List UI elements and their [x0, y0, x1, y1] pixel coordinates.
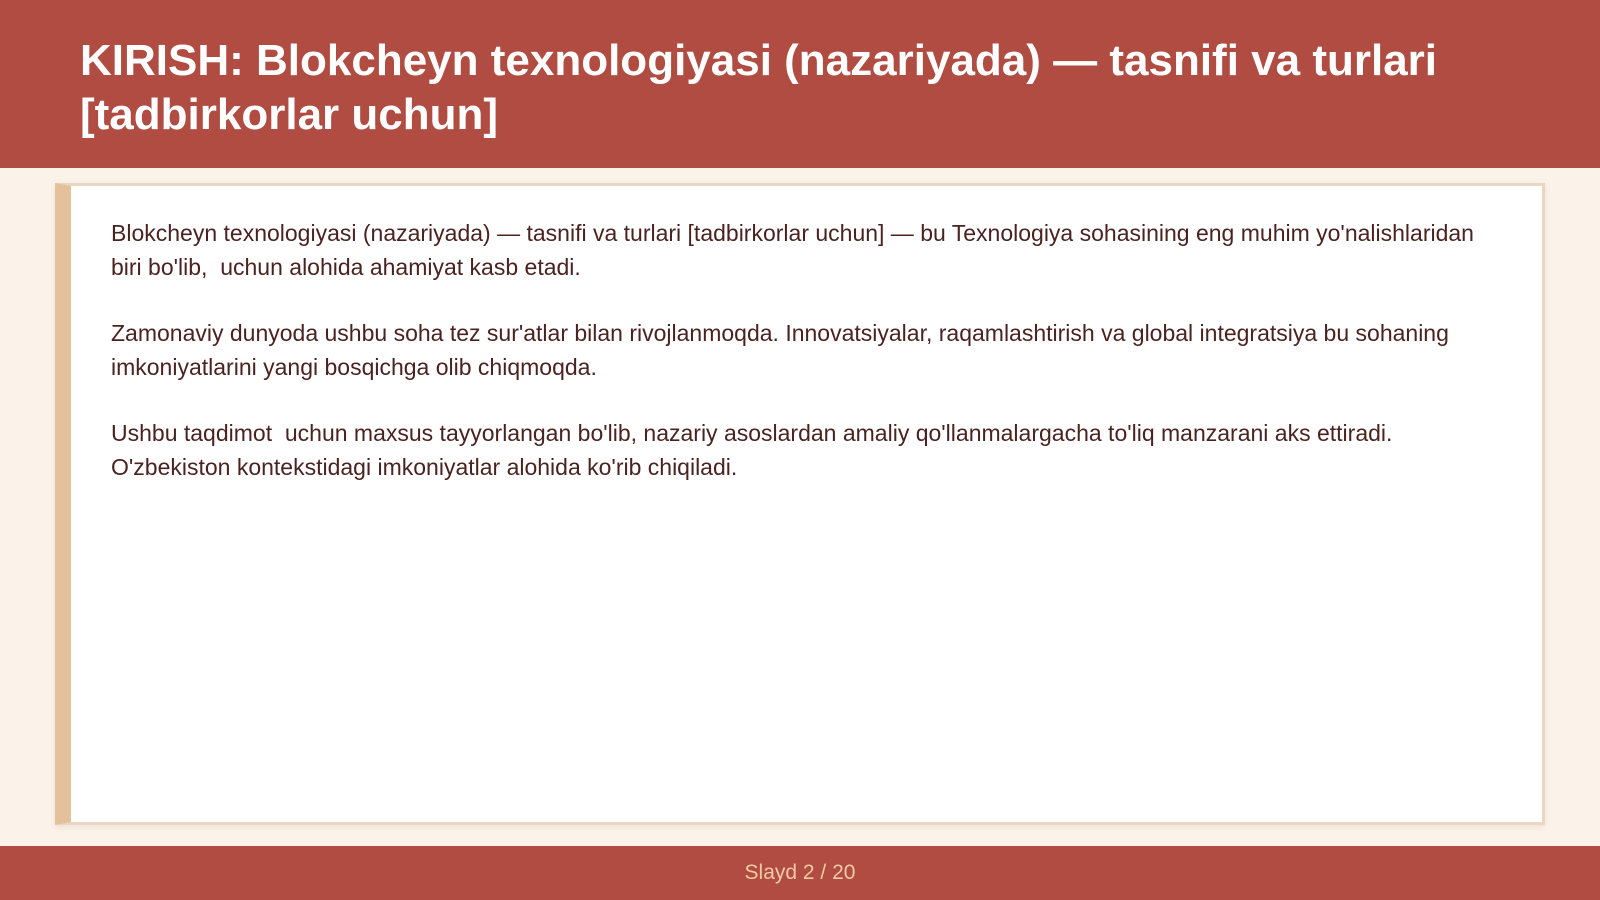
paragraph-1: Blokcheyn texnologiyasi (nazariyada) — tasnifi va turlari [tadbirkorlar uchun] — bu Texnologiya sohasining eng muhim yo'nalishlaridan biri bo'lib, uchun alohida ahamiyat kasb etadi.	[111, 220, 1481, 280]
slide-header	[0, 0, 1600, 168]
slide-footer	[0, 846, 1600, 900]
paragraph-2: Zamonaviy dunyoda ushbu soha tez sur'atlar bilan rivojlanmoqda. Innovatsiyalar, raqamlashtirish va global integratsiya bu sohaning imkoniyatlarini yangi bosqichga olib chiqmoqda.	[111, 320, 1456, 380]
paragraph-3: Ushbu taqdimot uchun maxsus tayyorlangan bo'lib, nazariy asoslardan amaliy qo'llanmalargacha to'liq manzarani aks ettiradi. O'zbekiston kontekstidagi imkoniyatlar alohida ko'rib chiqiladi.	[111, 420, 1399, 480]
slide-number: Slayd 2 / 20	[744, 861, 856, 884]
content-card	[55, 183, 1545, 825]
slide-title: KIRISH: Blokcheyn texnologiyasi (nazariyada) — tasnifi va turlari [tadbirkorlar uchun]	[80, 36, 1438, 139]
